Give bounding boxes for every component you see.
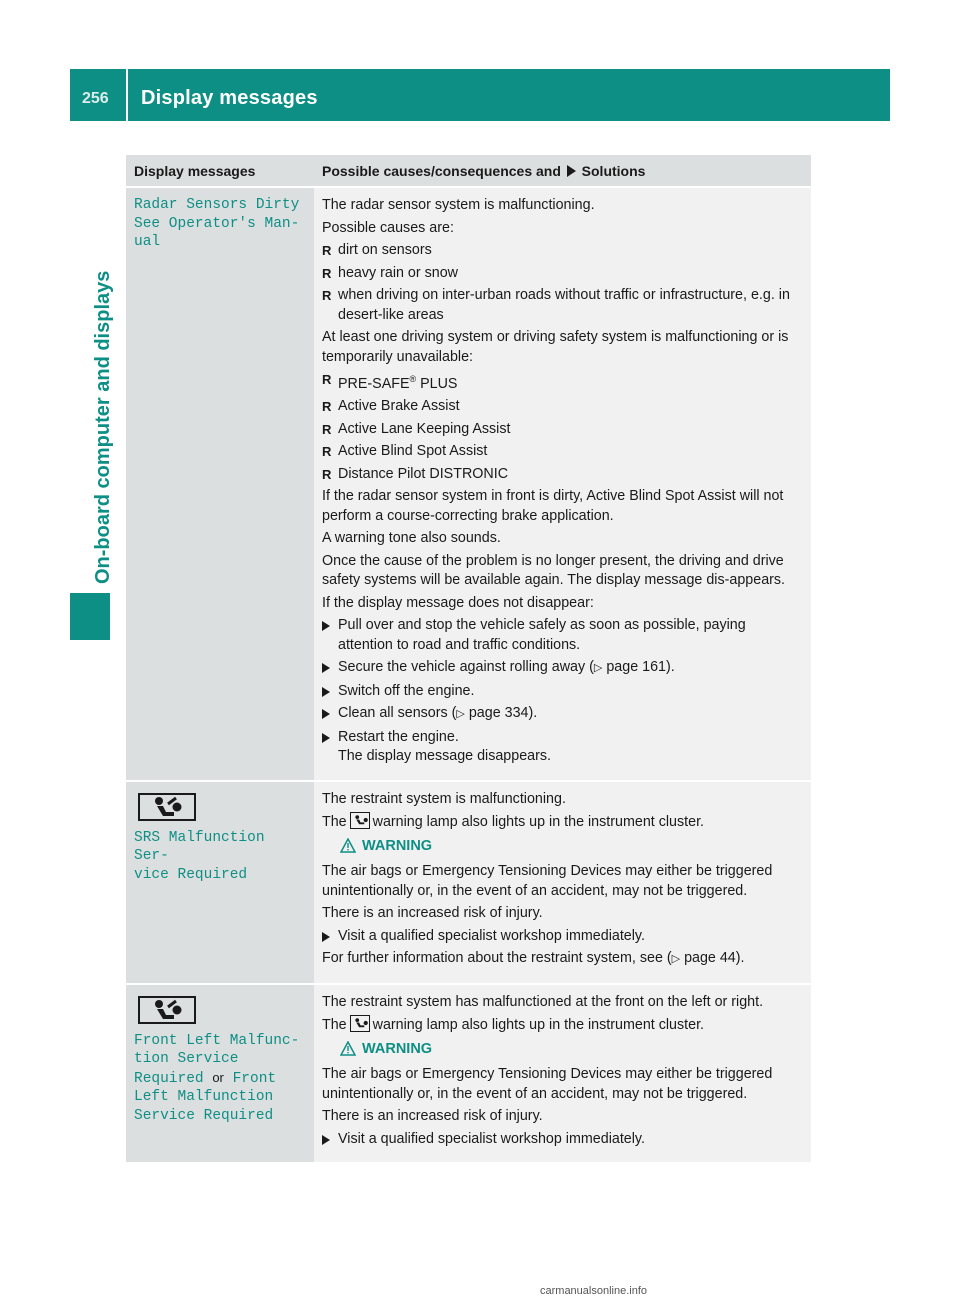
step-item xyxy=(322,616,803,655)
text-span: warning lamp also lights up in the instrument cluster. xyxy=(372,1017,705,1034)
list-item xyxy=(322,465,803,485)
message-text xyxy=(134,829,306,885)
message-line xyxy=(134,1069,306,1089)
message-text xyxy=(134,196,306,252)
step-text: Visit a qualified specialist workshop immediately. xyxy=(338,927,645,944)
message-line: Front Left Malfunc‐ xyxy=(134,1032,300,1049)
bullet-icon: R xyxy=(322,444,332,460)
message-line: See Operator's Man‐ xyxy=(134,215,300,232)
step-text: Switch off the engine. xyxy=(338,682,475,699)
step-arrow-icon xyxy=(322,663,330,673)
list-item-text: PRE-SAFE xyxy=(338,375,410,392)
message-line: ual xyxy=(134,234,161,250)
bullet-icon: R xyxy=(322,399,332,415)
page-ref-arrow-icon: ▷ xyxy=(456,708,465,721)
text-para: Once the cause of the problem is no longer present, the driving and drive safety systems will be available again. The display message dis‐appears. xyxy=(322,552,786,589)
list-item-text: dirt on sensors xyxy=(338,242,432,258)
bullet-icon: R xyxy=(322,421,332,437)
warning-triangle-icon xyxy=(340,1041,356,1056)
text-para: There is an increased risk of injury. xyxy=(322,1108,543,1125)
bullet-icon: R xyxy=(322,265,332,281)
list-item xyxy=(322,420,803,440)
list-item xyxy=(322,241,803,261)
text-para: The restraint system has malfunctioned at the front on the left or right. xyxy=(322,993,764,1010)
step-arrow-icon xyxy=(322,932,330,942)
display-messages-table xyxy=(126,155,811,1162)
text-span: The xyxy=(322,814,347,831)
step-text: Restart the engine. xyxy=(338,728,459,745)
list-item-text: Distance Pilot DISTRONIC xyxy=(338,465,509,482)
col-causes-label: Possible causes/consequences and xyxy=(322,163,561,179)
step-item xyxy=(322,728,803,767)
step-item xyxy=(322,704,803,725)
warning-label: WARNING xyxy=(362,837,433,854)
step-item xyxy=(322,658,803,679)
airbag-person-icon xyxy=(138,996,196,1024)
list-item-text: Active Brake Assist xyxy=(338,398,460,415)
bullet-icon: R xyxy=(322,288,332,303)
text-para: The air bags or Emergency Tensioning Devices may either be triggered unintentionally or, in the event of an accident, may not be triggered. xyxy=(322,863,773,899)
section-side-title: On-board computer and displays xyxy=(92,270,114,584)
text-para: If the radar sensor system in front is dirty, Active Blind Spot Assist will not perform a course-correcting brake application. xyxy=(322,488,784,524)
airbag-warning-lamp-icon xyxy=(350,812,370,829)
step-arrow-icon xyxy=(322,1135,330,1145)
text-span: For further information about the restraint system, see ( xyxy=(322,950,672,967)
text-para xyxy=(322,1015,803,1036)
header-divider xyxy=(126,69,128,121)
solution-cell xyxy=(314,983,811,1163)
page-ref-arrow-icon: ▷ xyxy=(593,662,603,675)
text-para: If the display message does not disappear: xyxy=(322,594,594,611)
col-display-messages: Display messages xyxy=(126,155,314,186)
list-item xyxy=(322,370,803,394)
step-arrow-icon xyxy=(322,621,330,631)
step-arrow-icon xyxy=(322,687,330,697)
bullet-icon: R xyxy=(322,243,332,258)
list-item-text: PLUS xyxy=(416,375,458,392)
warning-label: WARNING xyxy=(362,1040,433,1057)
text-para: Possible causes are: xyxy=(322,219,454,236)
page-ref-arrow-icon: ▷ xyxy=(671,953,681,966)
warning-triangle-icon xyxy=(340,838,356,853)
list-item xyxy=(322,286,803,325)
list-item-text: heavy rain or snow xyxy=(338,264,458,281)
airbag-warning-lamp-icon xyxy=(350,1015,370,1032)
list-item-text: Active Lane Keeping Assist xyxy=(338,420,511,437)
page-ref-link[interactable]: page 161). xyxy=(606,659,675,676)
or-text: or xyxy=(212,1069,224,1085)
bullet-icon: R xyxy=(322,466,332,482)
col-causes-solutions xyxy=(314,155,811,186)
message-line: Service Required xyxy=(134,1107,274,1124)
arrow-right-icon xyxy=(567,165,576,177)
table-row xyxy=(126,780,811,983)
text-span: The xyxy=(322,1017,347,1034)
list-item xyxy=(322,397,803,417)
page-title: Display messages xyxy=(141,87,318,109)
list-item xyxy=(322,264,803,284)
step-text: Visit a qualified specialist workshop immediately. xyxy=(338,1130,645,1147)
text-para: There is an increased risk of injury. xyxy=(322,905,543,922)
message-line: Left Malfunction xyxy=(134,1089,274,1106)
text-para: At least one driving system or driving safety system is malfunctioning or is temporarily unavailable: xyxy=(322,329,789,365)
col-solutions-label: Solutions xyxy=(581,163,646,179)
solution-cell xyxy=(314,186,811,780)
page-ref-link[interactable]: page 334). xyxy=(468,705,538,722)
message-line: vice Required xyxy=(134,866,248,883)
list-item xyxy=(322,442,803,462)
list-item-text: Active Blind Spot Assist xyxy=(338,443,488,460)
message-text xyxy=(134,1032,306,1126)
message-span: Front xyxy=(232,1070,277,1087)
message-line: Radar Sensors Dirty xyxy=(134,197,300,213)
page-number: 256 xyxy=(82,90,109,107)
section-side-block xyxy=(70,593,110,640)
message-span: Required xyxy=(134,1070,204,1087)
solution-cell xyxy=(314,780,811,983)
step-arrow-icon xyxy=(322,709,330,719)
message-cell xyxy=(126,780,314,983)
step-text: Secure the vehicle against rolling away ( xyxy=(338,659,594,676)
text-para xyxy=(322,949,803,970)
text-para: The radar sensor system is malfunctioning. xyxy=(322,197,595,213)
footer-watermark: carmanualsonline.info xyxy=(540,1285,648,1297)
page-ref-link[interactable]: page 44). xyxy=(684,950,745,967)
text-para: The air bags or Emergency Tensioning Devices may either be triggered unintentionally or, in the event of an accident, may not be triggered. xyxy=(322,1066,773,1102)
step-arrow-icon xyxy=(322,733,330,743)
table-row xyxy=(126,983,811,1163)
text-para xyxy=(322,812,803,833)
step-result: The display message disappears. xyxy=(338,748,551,765)
step-item xyxy=(322,682,803,702)
text-para: The restraint system is malfunctioning. xyxy=(322,790,566,807)
text-para: A warning tone also sounds. xyxy=(322,530,501,547)
message-cell xyxy=(126,186,314,780)
message-line: tion Service xyxy=(134,1051,239,1068)
airbag-person-icon xyxy=(138,793,196,821)
warning-heading xyxy=(340,837,803,857)
table-header-row xyxy=(126,155,811,186)
registered-mark: ® xyxy=(409,374,417,384)
table-row xyxy=(126,186,811,780)
message-line: SRS Malfunction Ser‐ xyxy=(134,829,265,865)
list-item-text: when driving on inter-urban roads without traffic or infrastructure, e.g. in desert-like areas xyxy=(338,287,790,323)
bullet-icon: R xyxy=(322,372,332,387)
step-text: Clean all sensors ( xyxy=(338,705,457,722)
text-span: warning lamp also lights up in the instrument cluster. xyxy=(372,814,705,831)
step-item xyxy=(322,1130,803,1150)
warning-heading xyxy=(340,1040,803,1060)
step-text: Pull over and stop the vehicle safely as soon as possible, paying attention to road and traffic conditions. xyxy=(338,617,746,653)
message-cell xyxy=(126,983,314,1163)
step-item xyxy=(322,927,803,947)
